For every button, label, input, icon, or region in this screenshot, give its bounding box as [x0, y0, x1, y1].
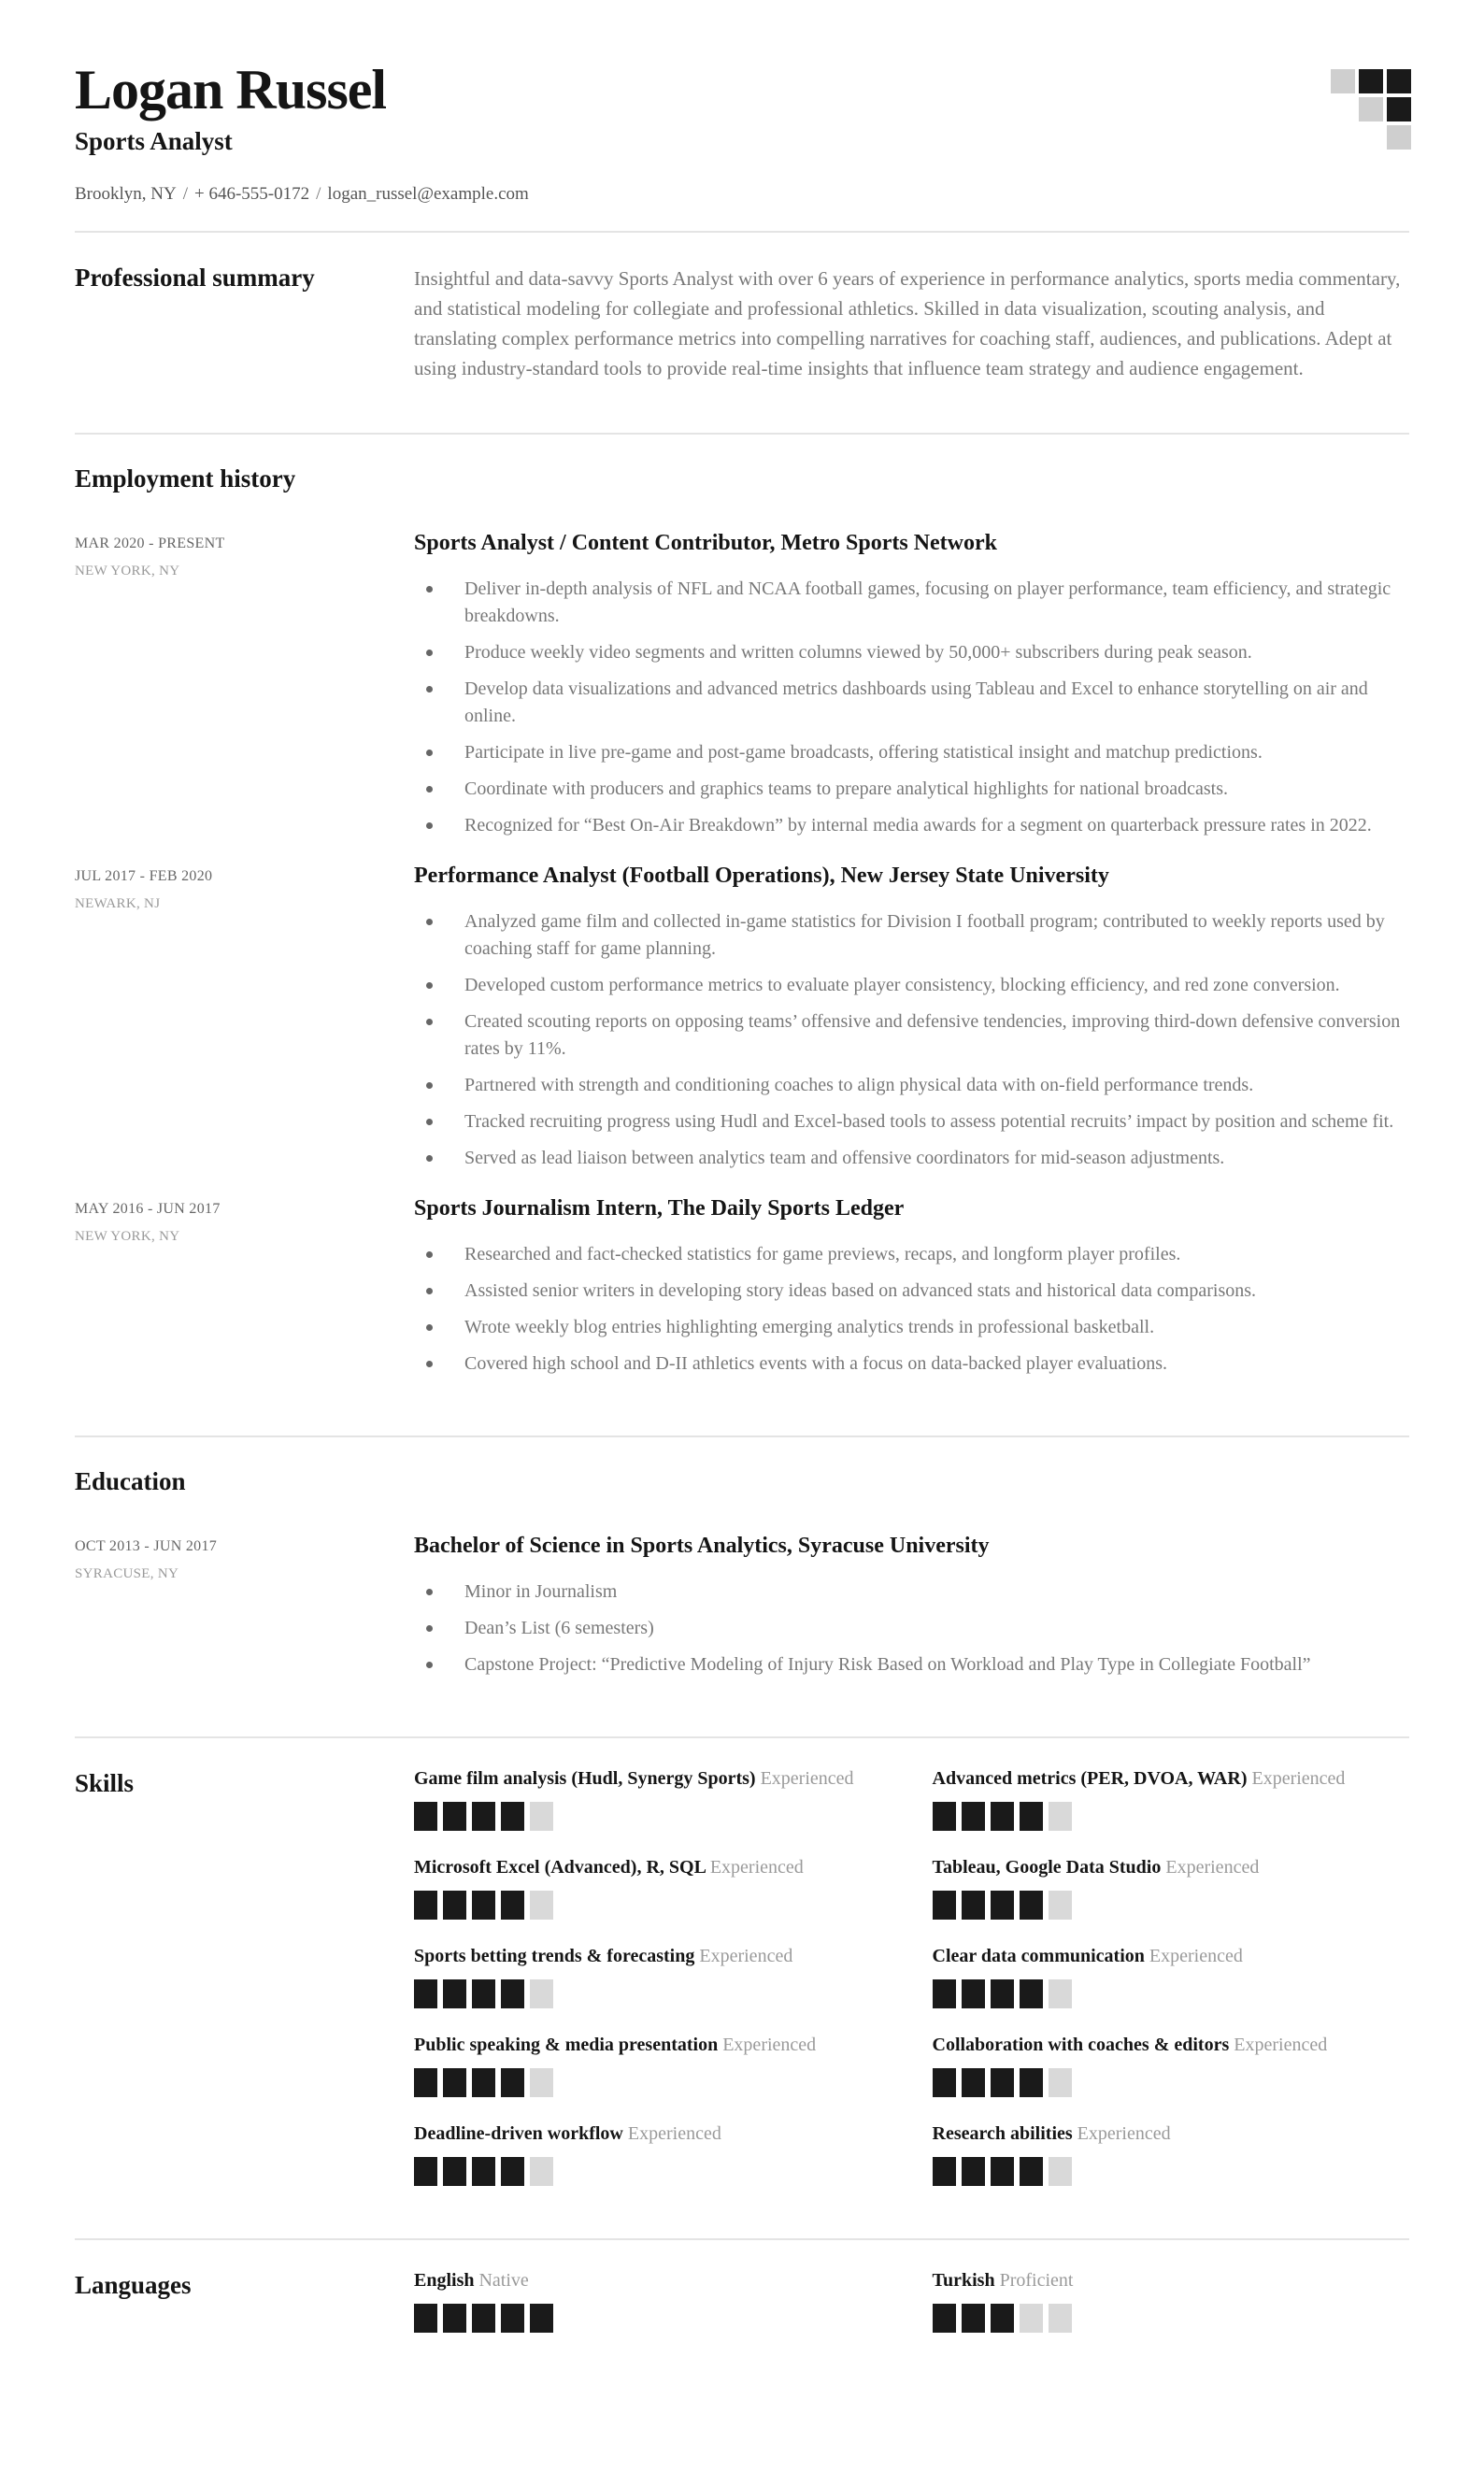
level-squares: [933, 1979, 1410, 2008]
brand-logo-icon: [1331, 69, 1411, 150]
section-summary: [75, 233, 1409, 407]
rated-header: [414, 1946, 892, 1967]
bullet-text: Produce weekly video segments and written columns viewed by 50,000+ subscribers during peak season.: [464, 641, 1252, 663]
rated-item: [933, 1857, 1410, 1920]
level-square-filled: [414, 1802, 437, 1831]
rated-item: [414, 2123, 892, 2186]
level-square-filled: [501, 1891, 524, 1920]
rated-level-label: Experienced: [1165, 1856, 1260, 1878]
level-square-filled: [414, 1979, 437, 2008]
rated-name: Sports betting trends & forecasting: [414, 1945, 700, 1966]
contact-separator: /: [316, 184, 321, 204]
logo-cell-gray: [1387, 125, 1411, 150]
bullet-text: Deliver in-depth analysis of NFL and NCAA football games, focusing on player performance, team efficiency, and strategic breakdowns.: [464, 578, 1391, 626]
level-square-filled: [933, 2068, 956, 2097]
rated-header: [933, 2035, 1410, 2056]
entry-bullets: [414, 908, 1409, 1172]
level-square-filled: [1020, 1891, 1043, 1920]
entry-body: [414, 1194, 1409, 1387]
rated-name: Collaboration with coaches & editors: [932, 2034, 1234, 2055]
contact-email: logan_russel@example.com: [327, 184, 529, 204]
rated-header: [414, 2270, 892, 2292]
rated-level-label: Native: [478, 2269, 529, 2291]
bullet-text: Researched and fact-checked statistics for game previews, recaps, and longform player profiles.: [464, 1243, 1181, 1264]
logo-cell-black: [1387, 97, 1411, 121]
level-squares: [414, 2068, 892, 2097]
entry-title: Bachelor of Science in Sports Analytics, Syracuse University: [414, 1533, 990, 1558]
rated-item: [933, 2270, 1410, 2333]
level-square-filled: [472, 2304, 495, 2333]
level-square-filled: [962, 1891, 985, 1920]
level-square-filled: [991, 2304, 1014, 2333]
bullet-text: Minor in Journalism: [464, 1580, 618, 1602]
level-square-filled: [501, 1802, 524, 1831]
level-square-empty: [1020, 2304, 1043, 2333]
rated-item: [414, 2270, 892, 2333]
section-employment: [75, 435, 1409, 1409]
level-square-filled: [443, 1891, 466, 1920]
level-squares: [414, 2304, 892, 2333]
level-square-filled: [1020, 2157, 1043, 2186]
rated-name: English: [414, 2269, 479, 2291]
level-squares: [933, 2304, 1410, 2333]
level-square-filled: [443, 1979, 466, 2008]
bullet-item: [414, 1108, 1409, 1136]
logo-cell-none: [1331, 125, 1355, 150]
level-square-filled: [991, 1979, 1014, 2008]
bullet-item: [414, 1241, 1409, 1268]
level-square-filled: [933, 2304, 956, 2333]
rated-level-label: Experienced: [760, 1767, 854, 1789]
rated-item: [933, 1768, 1410, 1831]
history-entry: [75, 1194, 1409, 1387]
skills-label: Skills: [75, 1768, 135, 1797]
rated-level-label: Experienced: [722, 2034, 817, 2055]
entry-title: Performance Analyst (Football Operations), New Jersey State University: [414, 863, 1109, 888]
rated-name: Clear data communication: [932, 1945, 1149, 1966]
rated-level-label: Experienced: [709, 1856, 804, 1878]
level-squares: [414, 1979, 892, 2008]
rated-name: Tableau, Google Data Studio: [932, 1856, 1166, 1878]
bullet-item: [414, 1350, 1409, 1378]
rated-header: [933, 2123, 1410, 2145]
employment-heading: Employment history: [75, 464, 296, 493]
level-square-filled: [443, 2068, 466, 2097]
level-square-filled: [501, 2304, 524, 2333]
contact-separator: /: [182, 184, 189, 204]
level-square-filled: [962, 1802, 985, 1831]
entry-bullets: [414, 576, 1409, 839]
bullet-text: Assisted senior writers in developing story ideas based on advanced stats and historical data comparisons.: [464, 1279, 1257, 1301]
level-square-filled: [933, 1802, 956, 1831]
bullet-item: [414, 1278, 1409, 1305]
bullet-text: Recognized for “Best On-Air Breakdown” by internal media awards for a segment on quarterback pressure rates in 2022.: [464, 814, 1372, 836]
entry-dates: JUL 2017 - FEB 2020: [75, 867, 213, 884]
rated-level-label: Experienced: [1077, 2122, 1171, 2144]
level-square-filled: [414, 2304, 437, 2333]
rated-level-label: Experienced: [1149, 1945, 1243, 1966]
languages-label: Languages: [75, 2270, 192, 2299]
bullet-text: Tracked recruiting progress using Hudl and Excel-based tools to assess potential recruits’ impact by position and scheme fit.: [464, 1110, 1394, 1132]
logo-cell-none: [1331, 97, 1355, 121]
entry-location: NEWARK, NJ: [75, 895, 161, 911]
bullet-text: Partnered with strength and conditioning coaches to align physical data with on-field performance trends.: [464, 1074, 1254, 1095]
bullet-item: [414, 1578, 1409, 1606]
logo-cell-gray: [1359, 97, 1383, 121]
logo-cell-black: [1359, 69, 1383, 93]
bullet-text: Analyzed game film and collected in-game statistics for Division I football program; contributed to weekly reports used by coaching staff for game planning.: [464, 910, 1385, 959]
rated-name: Microsoft Excel (Advanced), R, SQL: [414, 1856, 710, 1878]
level-square-filled: [962, 1979, 985, 2008]
level-square-filled: [472, 1979, 495, 2008]
entry-meta: [75, 1532, 414, 1582]
bullet-item: [414, 972, 1409, 999]
history-entry: [75, 862, 1409, 1181]
level-square-filled: [991, 2068, 1014, 2097]
logo-cell-none: [1359, 125, 1383, 150]
level-square-empty: [530, 2068, 553, 2097]
rated-header: [933, 2270, 1410, 2292]
level-square-filled: [472, 1802, 495, 1831]
entry-bullets: [414, 1241, 1409, 1378]
rated-name: Deadline-driven workflow: [414, 2122, 628, 2144]
bullet-item: [414, 576, 1409, 630]
bullet-item: [414, 812, 1409, 839]
level-square-empty: [1049, 1802, 1072, 1831]
level-squares: [933, 2157, 1410, 2186]
contact-phone: + 646-555-0172: [194, 184, 310, 204]
level-square-filled: [501, 2157, 524, 2186]
entry-bullets: [414, 1578, 1409, 1678]
entry-location: NEW YORK, NY: [75, 563, 180, 578]
level-square-filled: [414, 1891, 437, 1920]
history-entry: [75, 529, 1409, 849]
logo-cell-gray: [1331, 69, 1355, 93]
bullet-text: Capstone Project: “Predictive Modeling of Injury Risk Based on Workload and Play Type in Collegiate Football”: [464, 1653, 1311, 1675]
rated-item: [414, 2035, 892, 2097]
rated-item: [933, 2123, 1410, 2186]
entry-location: SYRACUSE, NY: [75, 1565, 179, 1581]
entry-meta: [75, 529, 414, 579]
education-entries: [75, 1532, 1409, 1710]
level-square-filled: [414, 2157, 437, 2186]
level-square-filled: [501, 2068, 524, 2097]
rated-item: [933, 2035, 1410, 2097]
entry-location: NEW YORK, NY: [75, 1228, 180, 1244]
bullet-item: [414, 1651, 1409, 1678]
summary-label: Professional summary: [75, 264, 315, 292]
bullet-text: Coordinate with producers and graphics teams to prepare analytical highlights for national broadcasts.: [464, 778, 1228, 799]
entry-meta: [75, 1194, 414, 1245]
rated-name: Turkish: [932, 2269, 1000, 2291]
level-square-filled: [443, 1802, 466, 1831]
level-square-filled: [443, 2157, 466, 2186]
level-square-filled: [472, 1891, 495, 1920]
bullet-text: Dean’s List (6 semesters): [464, 1617, 654, 1638]
bullet-text: Covered high school and D-II athletics events with a focus on data-backed player evaluations.: [464, 1352, 1167, 1374]
rated-name: Public speaking & media presentation: [414, 2034, 723, 2055]
bullet-text: Developed custom performance metrics to evaluate player consistency, blocking efficiency, and red zone conversion.: [464, 974, 1340, 995]
history-entry: [75, 1532, 1409, 1688]
entry-meta: [75, 862, 414, 912]
level-square-empty: [530, 1891, 553, 1920]
rated-name: Research abilities: [932, 2122, 1077, 2144]
level-square-filled: [443, 2304, 466, 2333]
level-square-empty: [530, 1979, 553, 2008]
level-square-filled: [962, 2068, 985, 2097]
level-square-filled: [1020, 2068, 1043, 2097]
entry-body: [414, 1532, 1409, 1688]
bullet-item: [414, 776, 1409, 803]
level-square-empty: [1049, 1979, 1072, 2008]
level-square-filled: [530, 2304, 553, 2333]
rated-header: [933, 1857, 1410, 1878]
rated-header: [933, 1946, 1410, 1967]
level-square-filled: [1020, 1802, 1043, 1831]
header: [75, 59, 1409, 205]
rated-item: [414, 1857, 892, 1920]
employment-entries: [75, 529, 1409, 1409]
logo-cell-black: [1387, 69, 1411, 93]
level-square-filled: [991, 1802, 1014, 1831]
level-square-filled: [1020, 1979, 1043, 2008]
rated-level-label: Experienced: [627, 2122, 721, 2144]
candidate-name: Logan Russel: [75, 59, 387, 121]
level-square-filled: [962, 2304, 985, 2333]
level-square-filled: [414, 2068, 437, 2097]
level-squares: [933, 2068, 1410, 2097]
rated-level-label: Experienced: [1251, 1767, 1346, 1789]
rated-name: Advanced metrics (PER, DVOA, WAR): [932, 1767, 1252, 1789]
level-square-empty: [530, 1802, 553, 1831]
rated-header: [414, 1768, 892, 1790]
rated-level-label: Proficient: [999, 2269, 1074, 2291]
level-square-filled: [991, 2157, 1014, 2186]
bullet-text: Created scouting reports on opposing teams’ offensive and defensive tendencies, improving third-down defensive conversion rates by 11%.: [464, 1010, 1401, 1059]
bullet-item: [414, 1072, 1409, 1099]
entry-dates: MAY 2016 - JUN 2017: [75, 1200, 221, 1217]
rated-header: [414, 2123, 892, 2145]
contact-line: [75, 184, 1409, 205]
contact-location: Brooklyn, NY: [75, 184, 177, 204]
rated-level-label: Experienced: [1234, 2034, 1328, 2055]
level-square-empty: [1049, 2068, 1072, 2097]
bullet-item: [414, 739, 1409, 766]
bullet-item: [414, 908, 1409, 963]
level-square-filled: [991, 1891, 1014, 1920]
bullet-text: Served as lead liaison between analytics team and offensive coordinators for mid-season adjustments.: [464, 1147, 1225, 1168]
level-square-empty: [1049, 2157, 1072, 2186]
education-heading: Education: [75, 1466, 186, 1495]
bullet-text: Develop data visualizations and advanced metrics dashboards using Tableau and Excel to enhance storytelling on air and online.: [464, 678, 1368, 726]
level-square-empty: [1049, 1891, 1072, 1920]
bullet-item: [414, 1008, 1409, 1063]
level-squares: [414, 2157, 892, 2186]
skills-grid: [414, 1768, 1409, 2212]
level-squares: [414, 1891, 892, 1920]
section-education: [75, 1437, 1409, 1710]
section-languages: [75, 2240, 1409, 2359]
entry-dates: OCT 2013 - JUN 2017: [75, 1537, 218, 1554]
rated-header: [933, 1768, 1410, 1790]
entry-title: Sports Journalism Intern, The Daily Sports Ledger: [414, 1195, 905, 1221]
level-square-filled: [933, 1891, 956, 1920]
level-square-filled: [933, 1979, 956, 2008]
bullet-item: [414, 639, 1409, 666]
level-square-filled: [472, 2157, 495, 2186]
bullet-text: Wrote weekly blog entries highlighting emerging analytics trends in professional basketball.: [464, 1316, 1155, 1337]
bullet-item: [414, 1615, 1409, 1642]
entry-title: Sports Analyst / Content Contributor, Metro Sports Network: [414, 530, 997, 555]
rated-item: [414, 1768, 892, 1831]
rated-item: [933, 1946, 1410, 2008]
rated-header: [414, 2035, 892, 2056]
section-skills: [75, 1738, 1409, 2212]
job-title: Sports Analyst: [75, 127, 233, 155]
level-square-empty: [530, 2157, 553, 2186]
rated-item: [414, 1946, 892, 2008]
level-square-filled: [501, 1979, 524, 2008]
level-squares: [933, 1802, 1410, 1831]
level-square-filled: [962, 2157, 985, 2186]
entry-body: [414, 529, 1409, 849]
entry-body: [414, 862, 1409, 1181]
bullet-item: [414, 1314, 1409, 1341]
bullet-item: [414, 676, 1409, 730]
summary-text: Insightful and data-savvy Sports Analyst with over 6 years of experience in performance analytics, sports media commentary, and statistical modeling for collegiate and professional athletics. Skilled in data visualization, scouting analysis, and translating complex performance metrics into compelling narratives for coaching staff, audiences, and publications. Adept at using industry-standard tools to provide real-time insights that influence team strategy and audience engagement.: [414, 267, 1401, 379]
rated-header: [414, 1857, 892, 1878]
rated-name: Game film analysis (Hudl, Synergy Sports): [414, 1767, 761, 1789]
level-squares: [933, 1891, 1410, 1920]
level-square-empty: [1049, 2304, 1072, 2333]
bullet-text: Participate in live pre-game and post-game broadcasts, offering statistical insight and matchup predictions.: [464, 741, 1263, 763]
level-square-filled: [933, 2157, 956, 2186]
level-square-filled: [472, 2068, 495, 2097]
bullet-item: [414, 1145, 1409, 1172]
rated-level-label: Experienced: [699, 1945, 793, 1966]
languages-grid: [414, 2270, 1409, 2359]
entry-dates: MAR 2020 - PRESENT: [75, 535, 225, 551]
level-squares: [414, 1802, 892, 1831]
